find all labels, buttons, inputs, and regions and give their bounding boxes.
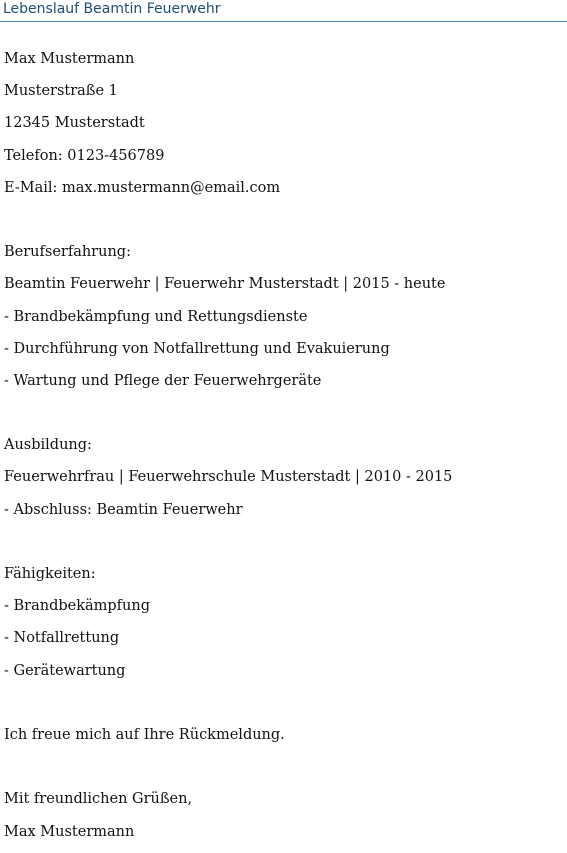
education-item: - Abschluss: Beamtin Feuerwehr	[4, 501, 243, 518]
experience-item: - Durchführung von Notfallrettung und Evakuierung	[4, 340, 390, 357]
spacer	[4, 531, 564, 563]
experience-item: - Wartung und Pflege der Feuerwehrgeräte	[4, 372, 322, 389]
experience-item: - Brandbekämpfung und Rettungsdienste	[4, 308, 308, 325]
document-title: Lebenslauf Beamtin Feuerwehr	[3, 1, 221, 17]
spacer	[4, 209, 564, 241]
spacer	[4, 756, 564, 788]
contact-phone: Telefon: 0123-456789	[4, 147, 165, 164]
document-header	[0, 0, 567, 22]
closing-greeting: Mit freundlichen Grüßen,	[4, 791, 193, 808]
closing-signature: Max Mustermann	[4, 823, 135, 840]
contact-street: Musterstraße 1	[4, 83, 118, 100]
skills-item: - Gerätewartung	[4, 662, 126, 679]
education-position: Feuerwehrfrau | Feuerwehrschule Musterstadt | 2010 - 2015	[4, 469, 453, 486]
contact-city: 12345 Musterstadt	[4, 115, 145, 132]
skills-item: - Notfallrettung	[4, 630, 120, 647]
contact-email: E-Mail: max.mustermann@email.com	[4, 179, 281, 196]
education-heading: Ausbildung:	[4, 437, 92, 454]
spacer	[4, 402, 564, 434]
experience-position: Beamtin Feuerwehr | Feuerwehr Musterstadt | 2015 - heute	[4, 276, 446, 293]
document-body	[4, 48, 564, 853]
spacer	[4, 692, 564, 724]
contact-name: Max Mustermann	[4, 51, 135, 67]
experience-heading: Berufserfahrung:	[4, 244, 131, 261]
closing-sentence: Ich freue mich auf Ihre Rückmeldung.	[4, 726, 285, 743]
skills-heading: Fähigkeiten:	[4, 566, 96, 582]
skills-item: - Brandbekämpfung	[4, 598, 151, 615]
